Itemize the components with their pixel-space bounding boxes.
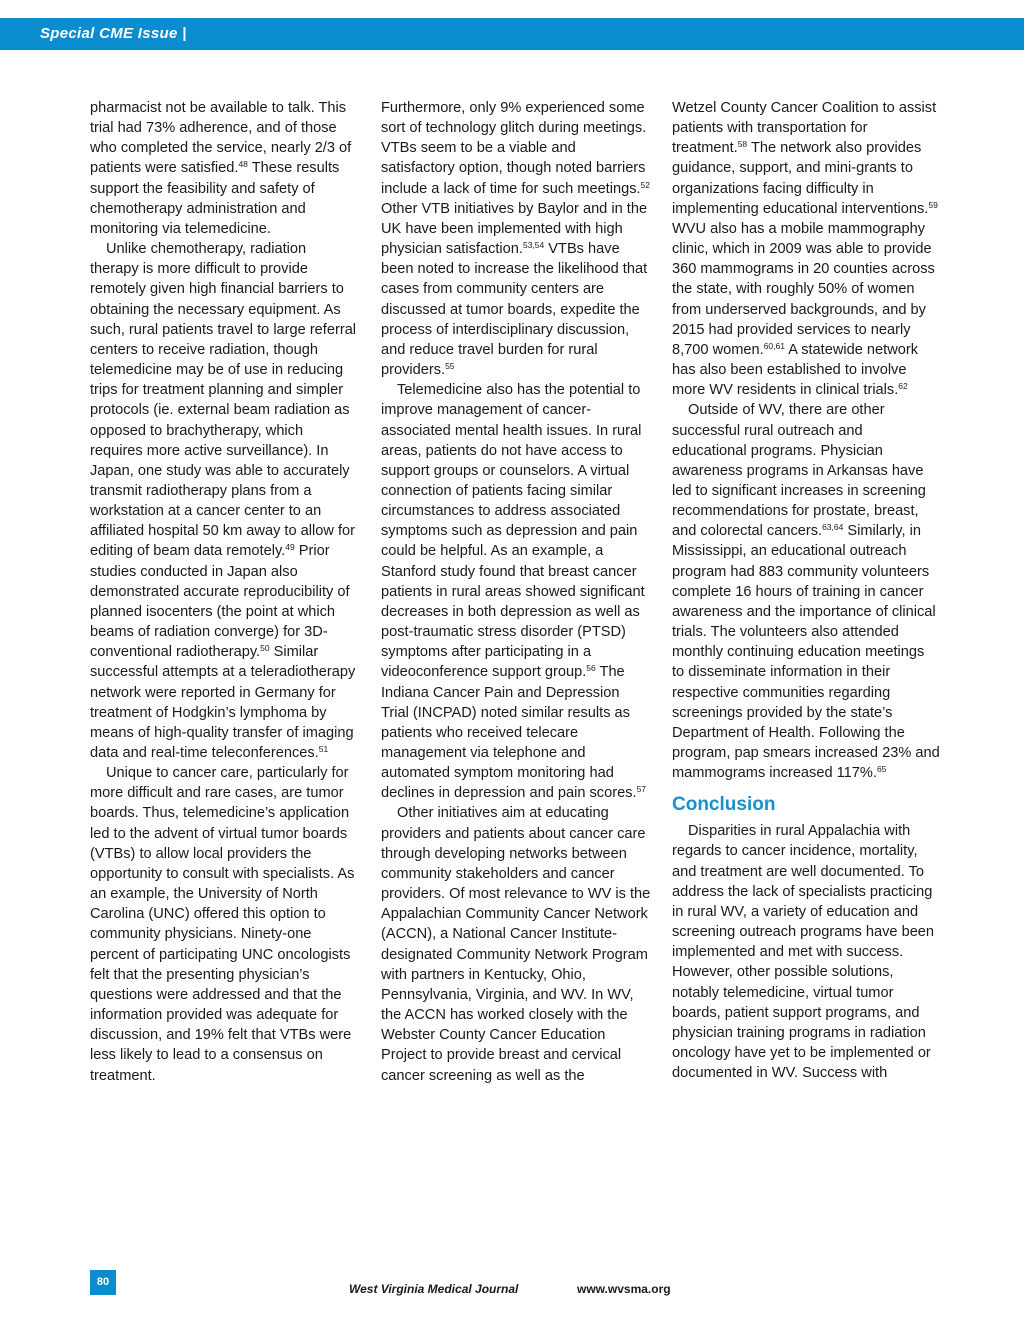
paragraph: Telemedicine also has the potential to improve management of cancer-associated mental health issues. In rural areas, patients do not have access to support groups or counselors. A virtual connection of patients facing similar circumstances to address associated symptoms such as depression and pain could be helpful. As an example, a Stanford study found that breast cancer patients in rural areas showed significant decreases in both depression as well as post-traumatic stress disorder (PTSD) symptoms after participating in a videoconference support group.$^{56}$ The Indiana Cancer Pain and Depression Trial (INCPAD) noted similar results as patients who received telecare management via telephone and automated symptom monitoring had declines in depression and pain scores.$^{57}$ xyxy=(381,382,647,802)
citation: 58 xyxy=(737,139,748,150)
citation: 51 xyxy=(318,744,329,754)
citation: 59 xyxy=(928,199,938,210)
citation: 55 xyxy=(445,361,455,372)
column-3 xyxy=(672,98,940,1083)
citation: 53,54 xyxy=(522,240,545,251)
paragraph: Unique to cancer care, particularly for more difficult and rare cases, are tumor boards. Thus, telemedicine’s application led to the advent of virtual tumor boards (VTBs) to allow local providers the opportunity to consult with specialists. As an example, the University of North Carolina (UNC) offered this option to community physicians. Ninety-one percent of participating UNC oncologists felt that the presenting physician’s questions were addressed and that the information provided was adequate for discussion, and 19% felt that VTBs were less likely to lead to a consensus on treatment. xyxy=(90,765,355,1084)
citation: 49 xyxy=(285,542,295,553)
citation: 50 xyxy=(260,643,270,654)
paragraph: Disparities in rural Appalachia with regards to cancer incidence, mortality, and treatment are well documented. To address the lack of specialists practicing in rural WV, a variety of education and screening outreach programs have been implemented and met with success. However, other possible solutions, notably telemedicine, virtual tumor boards, patient support programs, and physician training programs in radiation oncology have yet to be implemented or documented in WV. Success with xyxy=(672,823,935,1082)
journal-name: West Virginia Medical Journal xyxy=(349,1282,519,1296)
page-number: 80 xyxy=(90,1270,116,1295)
citation: 57 xyxy=(636,784,647,795)
paragraph: Furthermore, only 9% experienced some sort of technology glitch during meetings. VTBs seem to be a viable and satisfactory option, though noted barriers include a lack of time for such meetings.$^{52}$ Other VTB initiatives by Baylor and in the UK have been implemented with high physician satisfaction.$^{53,54}$ VTBs have been noted to increase the likelihood that cases from community centers are discussed at tumor boards, expedite the process of interdisciplinary discussion, and reduce travel burden for rural providers.$^{55}$ xyxy=(381,100,651,379)
citation: 56 xyxy=(586,663,596,674)
citation: 63,64 xyxy=(822,522,844,533)
column-2 xyxy=(381,98,651,1086)
paragraph: pharmacist not be available to talk. This trial had 73% adherence, and of those who completed the service, nearly 2/3 of patients were satisfied.$^{48}$ These results support the feasibility and safety of chemotherapy administration and monitoring via telemedicine. xyxy=(90,100,352,237)
website-url: www.wvsma.org xyxy=(577,1282,671,1296)
citation: 65 xyxy=(876,764,887,775)
citation: 62 xyxy=(898,381,908,392)
citation: 60,61 xyxy=(763,340,785,351)
issue-label: Special CME Issue | xyxy=(40,25,187,42)
paragraph: Other initiatives aim at educating providers and patients about cancer care through developing networks between community stakeholders and cancer providers. Of most relevance to WV is the Appalachian Community Cancer Network (ACCN), a National Cancer Institute-designated Community Network Program with partners in Kentucky, Ohio, Pennsylvania, Virginia, and WV. In WV, the ACCN has worked closely with the Webster County Cancer Education Project to provide breast and cervical cancer screening as well as the xyxy=(381,805,651,1084)
citation: 52 xyxy=(640,179,651,190)
header-bar xyxy=(0,18,1024,50)
paragraph: Unlike chemotherapy, radiation therapy is more difficult to provide remotely given high financial barriers to obtaining the necessary equipment. As such, rural patients travel to large referral centers to receive radiation, though telemedicine may be of use in reducing trips for treatment planning and simpler protocols (ie. external beam radiation as opposed to brachytherapy, which requires more active surveillance). In Japan, one study was able to accurately transmit radiotherapy plans from a workstation at a cancer center to an affiliated hospital 50 km away to allow for editing of beam data remotely.$^{49}$ Prior studies conducted in Japan also demonstrated accurate reproducibility of planned isocenters (the point at which beams of radiation converge) for 3D-conventional radiotherapy.$^{50}$ Similar successful attempts at a teleradiotherapy network were reported in Germany for treatment of Hodgkin’s lymphoma by means of high-quality transfer of imaging data and real-time teleconferences.$^{51}$ xyxy=(90,241,357,761)
column-1 xyxy=(90,98,358,1086)
section-heading: Conclusion xyxy=(672,794,776,816)
paragraph: Outside of WV, there are other successful rural outreach and educational programs. Physician awareness programs in Arkansas have led to significant increases in screening recommendations for prostate, breast, and colorectal cancers.$^{63,64}$ Similarly, in Mississippi, an educational outreach program had 883 community volunteers complete 16 hours of training in cancer awareness and the importance of clinical trials. The volunteers also attended monthly continuing education meetings to disseminate information in their respective communities regarding screenings provided by the state’s Department of Health. Following the program, pap smears increased 23% and mammograms increased 117%.$^{65}$ xyxy=(672,402,940,782)
paragraph: Wetzel County Cancer Coalition to assist patients with transportation for treatment.$^{58}$ The network also provides guidance, support, and mini-grants to organizations facing difficulty in implementing educational interventions.$^{59}$ WVU also has a mobile mammography clinic, which in 2009 was able to provide 360 mammograms in 20 counties across the state, with roughly 50% of women from underserved backgrounds, and by 2015 had provided services to nearly 8,700 women.$^{60,61}$ A statewide network has also been established to involve more WV residents in clinical trials.$^{62}$ xyxy=(672,100,938,399)
citation: 48 xyxy=(238,159,248,170)
